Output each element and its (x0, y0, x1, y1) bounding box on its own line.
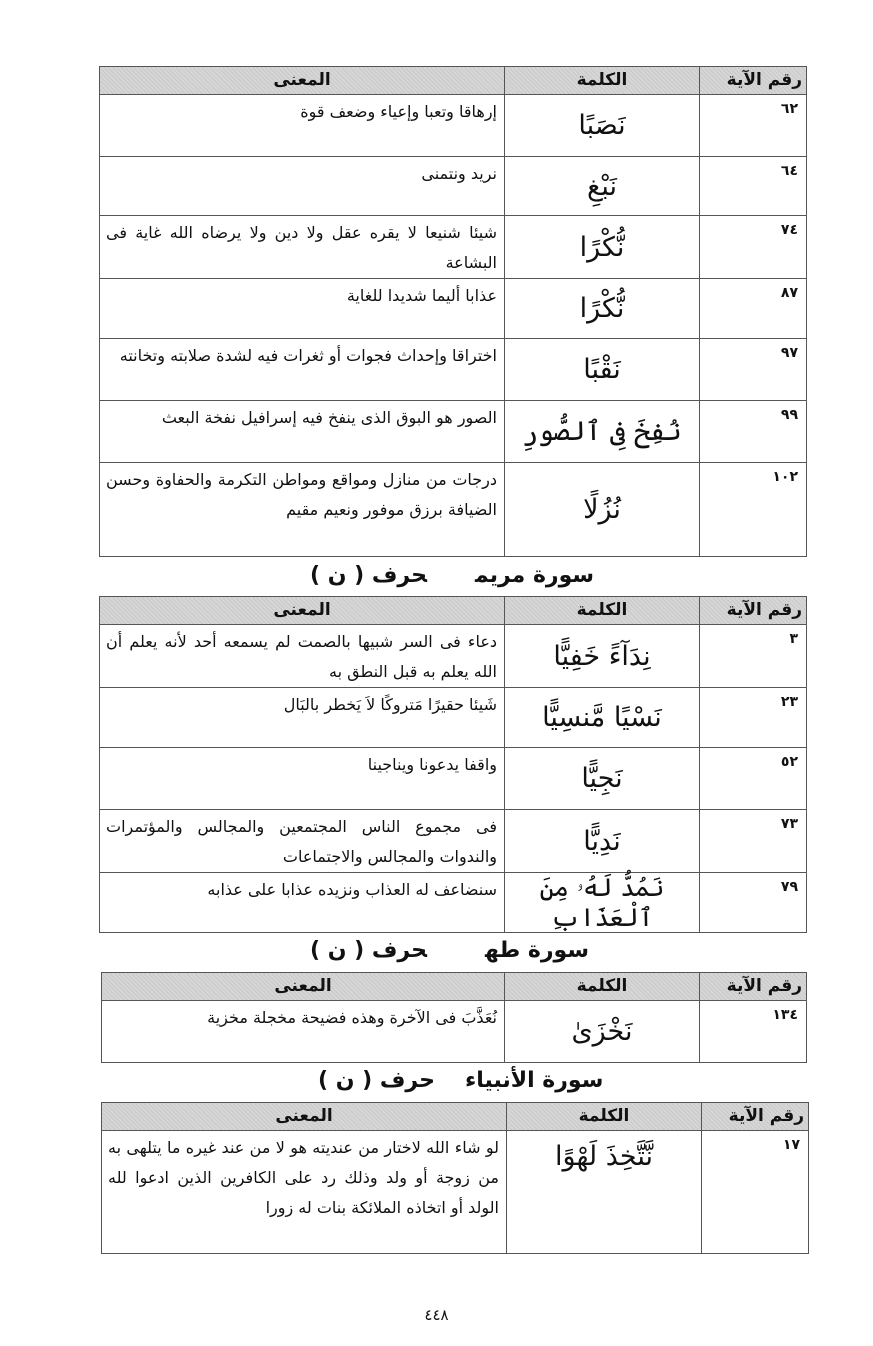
header-verse-number: رقم الآية (700, 67, 807, 95)
word-meaning: سنضاعف له العذاب ونزيده عذابا على عذابه (100, 873, 505, 933)
table-header-row (100, 597, 807, 625)
verse-number: ٥٢ (700, 748, 807, 810)
verse-number: ٧٤ (700, 216, 807, 279)
quran-word: نَدِيًّا (505, 810, 700, 873)
surah-title: سورة طه (484, 938, 589, 963)
verse-number: ٩٩ (700, 401, 807, 463)
letter-label: حرف ( ن ) (310, 938, 427, 963)
section-heading-maryam (310, 563, 594, 588)
word-meaning: الصور هو البوق الذى ينفخ فيه إسرافيل نفخة البعث (100, 401, 505, 463)
word-meaning: عذابا أليما شديدا للغاية (100, 279, 505, 339)
word-meaning: درجات من منازل ومواقع ومواطن التكرمة والحفاوة وحسن الضيافة برزق موفور ونعيم مقيم (100, 463, 505, 557)
header-word: الكلمة (507, 1103, 702, 1131)
table-row (100, 810, 807, 873)
table-row (100, 279, 807, 339)
word-meaning: شيئا شنيعا لا يقره عقل ولا دين ولا يرضاه الله غاية فى البشاعة (100, 216, 505, 279)
table-row (100, 748, 807, 810)
table-header-row (100, 67, 807, 95)
quran-word: نَصَبًا (505, 95, 700, 157)
header-meaning: المعنى (102, 973, 505, 1001)
table-anbiya (101, 1102, 809, 1254)
header-word: الكلمة (505, 597, 700, 625)
table-row (100, 688, 807, 748)
header-verse-number: رقم الآية (702, 1103, 809, 1131)
quran-word: نَقْبًا (505, 339, 700, 401)
header-meaning: المعنى (102, 1103, 507, 1131)
table-row (100, 873, 807, 933)
table-row (100, 157, 807, 216)
verse-number: ١٠٢ (700, 463, 807, 557)
header-meaning: المعنى (100, 597, 505, 625)
quran-word: نَّتَّخِذَ لَهْوًا (507, 1131, 702, 1254)
table-row (100, 401, 807, 463)
quran-word: نَخْزَىٰ (505, 1001, 700, 1063)
table-row (102, 1001, 807, 1063)
table-taha (101, 972, 807, 1063)
table-row (100, 216, 807, 279)
header-word: الكلمة (505, 973, 700, 1001)
verse-number: ١٧ (702, 1131, 809, 1254)
quran-word: نَمُدُّ لَهُۥ مِنَ ٱلْعَذَابِ (505, 873, 700, 933)
word-meaning: واقفا يدعونا ويناجينا (100, 748, 505, 810)
surah-title: سورة الأنبياء (464, 1068, 604, 1093)
verse-number: ٨٧ (700, 279, 807, 339)
header-meaning: المعنى (100, 67, 505, 95)
word-meaning: اختراقا وإحداث فجوات أو ثغرات فيه لشدة صلابته وتخانته (100, 339, 505, 401)
verse-number: ٧٣ (700, 810, 807, 873)
surah-title: سورة مريم (474, 563, 595, 588)
verse-number: ٦٢ (700, 95, 807, 157)
verse-number: ٣ (700, 625, 807, 688)
table-maryam (99, 596, 807, 933)
quran-word: نَجِيًّا (505, 748, 700, 810)
table-row (100, 625, 807, 688)
word-meaning: نُعَذَّبَ فى الآخرة وهذه فضيحة مخجلة مخزية (102, 1001, 505, 1063)
verse-number: ٧٩ (700, 873, 807, 933)
table-kahf (99, 66, 807, 557)
word-meaning: لو شاء الله لاختار من عنديته هو لا من عند غيره ما يتلهى به من زوجة أو ولد وذلك رد على الكافرين الذين ادعوا لله الولد أو اتخاذه الملائكة بنات له زورا (102, 1131, 507, 1254)
quran-word: نَبْغِ (505, 157, 700, 216)
header-verse-number: رقم الآية (700, 973, 807, 1001)
table-header-row (102, 1103, 809, 1131)
quran-word: نَسْيًا مَّنسِيًّا (505, 688, 700, 748)
letter-label: حرف ( ن ) (318, 1068, 435, 1093)
word-meaning: دعاء فى السر شبيها بالصمت لم يسمعه أحد لأنه يعلم أن الله يعلم به قبل النطق به (100, 625, 505, 688)
verse-number: ٦٤ (700, 157, 807, 216)
verse-number: ٩٧ (700, 339, 807, 401)
word-meaning: نريد ونتمنى (100, 157, 505, 216)
table-row (100, 339, 807, 401)
header-verse-number: رقم الآية (700, 597, 807, 625)
word-meaning: إرهاقا وتعبا وإعياء وضعف قوة (100, 95, 505, 157)
quran-word: نِدَآءً خَفِيًّا (505, 625, 700, 688)
page-number: ٤٤٨ (424, 1306, 449, 1324)
quran-word: نُّكْرًا (505, 216, 700, 279)
quran-word: نُفِخَ فِى ٱلصُّورِ (505, 401, 700, 463)
table-row (102, 1131, 809, 1254)
letter-label: حرف ( ن ) (310, 563, 427, 588)
quran-word: نُزُلًا (505, 463, 700, 557)
table-row (100, 463, 807, 557)
table-header-row (102, 973, 807, 1001)
verse-number: ١٣٤ (700, 1001, 807, 1063)
word-meaning: شَيئا حقيرًا مَتروكًا لاَ يَخطر بالبَال (100, 688, 505, 748)
word-meaning: فى مجموع الناس المجتمعين والمجالس والمؤتمرات والندوات والمجالس والاجتماعات (100, 810, 505, 873)
section-heading-anbiya (318, 1068, 603, 1093)
table-row (100, 95, 807, 157)
verse-number: ٢٣ (700, 688, 807, 748)
quran-word: نُّكْرًا (505, 279, 700, 339)
section-heading-taha (310, 938, 589, 963)
header-word: الكلمة (505, 67, 700, 95)
